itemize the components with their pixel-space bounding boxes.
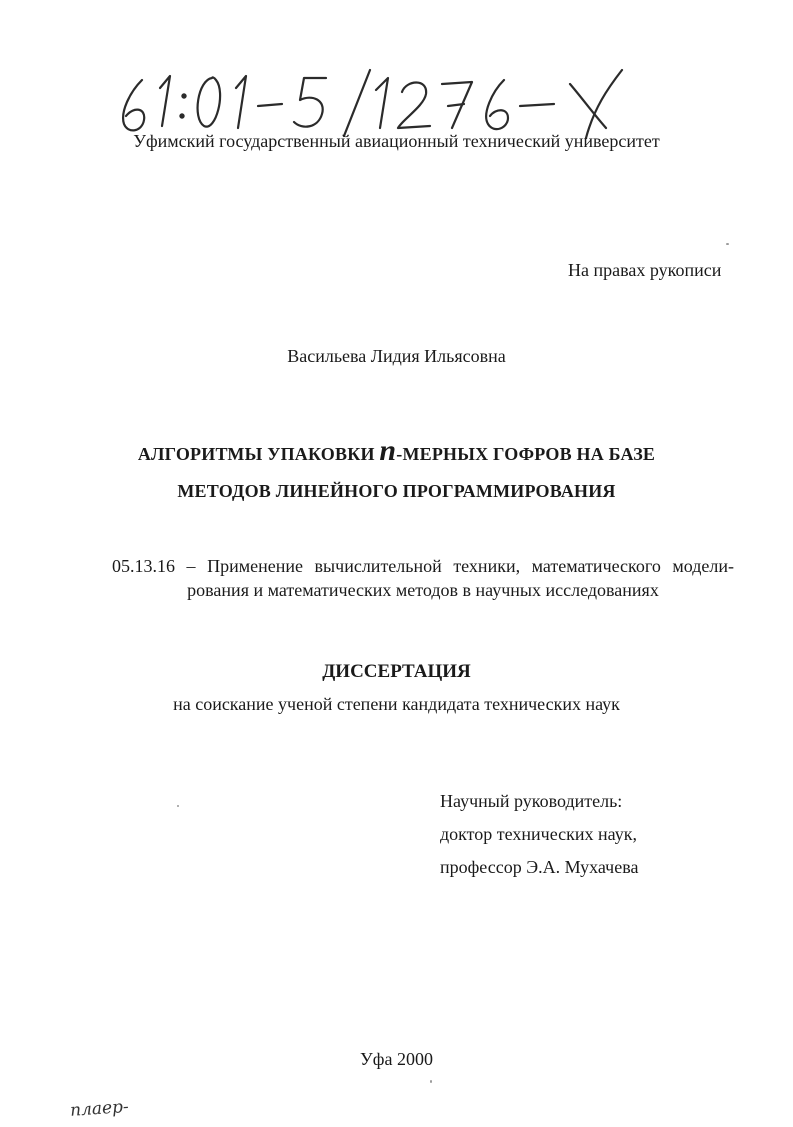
scan-speck	[726, 243, 729, 245]
document-type-heading: ДИССЕРТАЦИЯ	[322, 661, 471, 682]
specialty-line-2: рования и математических методов в научных исследованиях	[187, 580, 659, 600]
city-year: Уфа 2000	[360, 1049, 433, 1069]
title-italic-n: n	[379, 434, 397, 467]
specialty-line-1: 05.13.16 – Применение вычислительной техники, математического модели-	[112, 556, 734, 576]
specialty-block	[112, 554, 734, 602]
title-line-1-start: АЛГОРИТМЫ УПАКОВКИ	[137, 444, 380, 464]
manuscript-rights-label: На правах рукописи	[568, 260, 722, 280]
university-name: Уфимский государственный авиационный технический университет	[133, 131, 660, 151]
handwritten-note-text: плаер-	[69, 1096, 130, 1121]
scan-speck	[430, 1080, 432, 1083]
supervisor-label: Научный руководитель:	[440, 791, 623, 811]
supervisor-degree: доктор технических наук,	[440, 824, 637, 844]
author-name: Васильева Лидия Ильясовна	[287, 346, 506, 366]
dissertation-title-line-2: МЕТОДОВ ЛИНЕЙНОГО ПРОГРАММИРОВАНИЯ	[177, 481, 616, 501]
title-line-1-end: -МЕРНЫХ ГОФРОВ НА БАЗЕ	[396, 444, 656, 464]
scan-speck	[177, 805, 179, 807]
degree-statement: на соискание ученой степени кандидата технических наук	[173, 694, 620, 714]
handwritten-note-drawing	[66, 1090, 186, 1122]
supervisor-name: профессор Э.А. Мухачева	[440, 857, 639, 877]
handwritten-note	[66, 1090, 186, 1122]
dissertation-title-line-1	[0, 434, 793, 467]
